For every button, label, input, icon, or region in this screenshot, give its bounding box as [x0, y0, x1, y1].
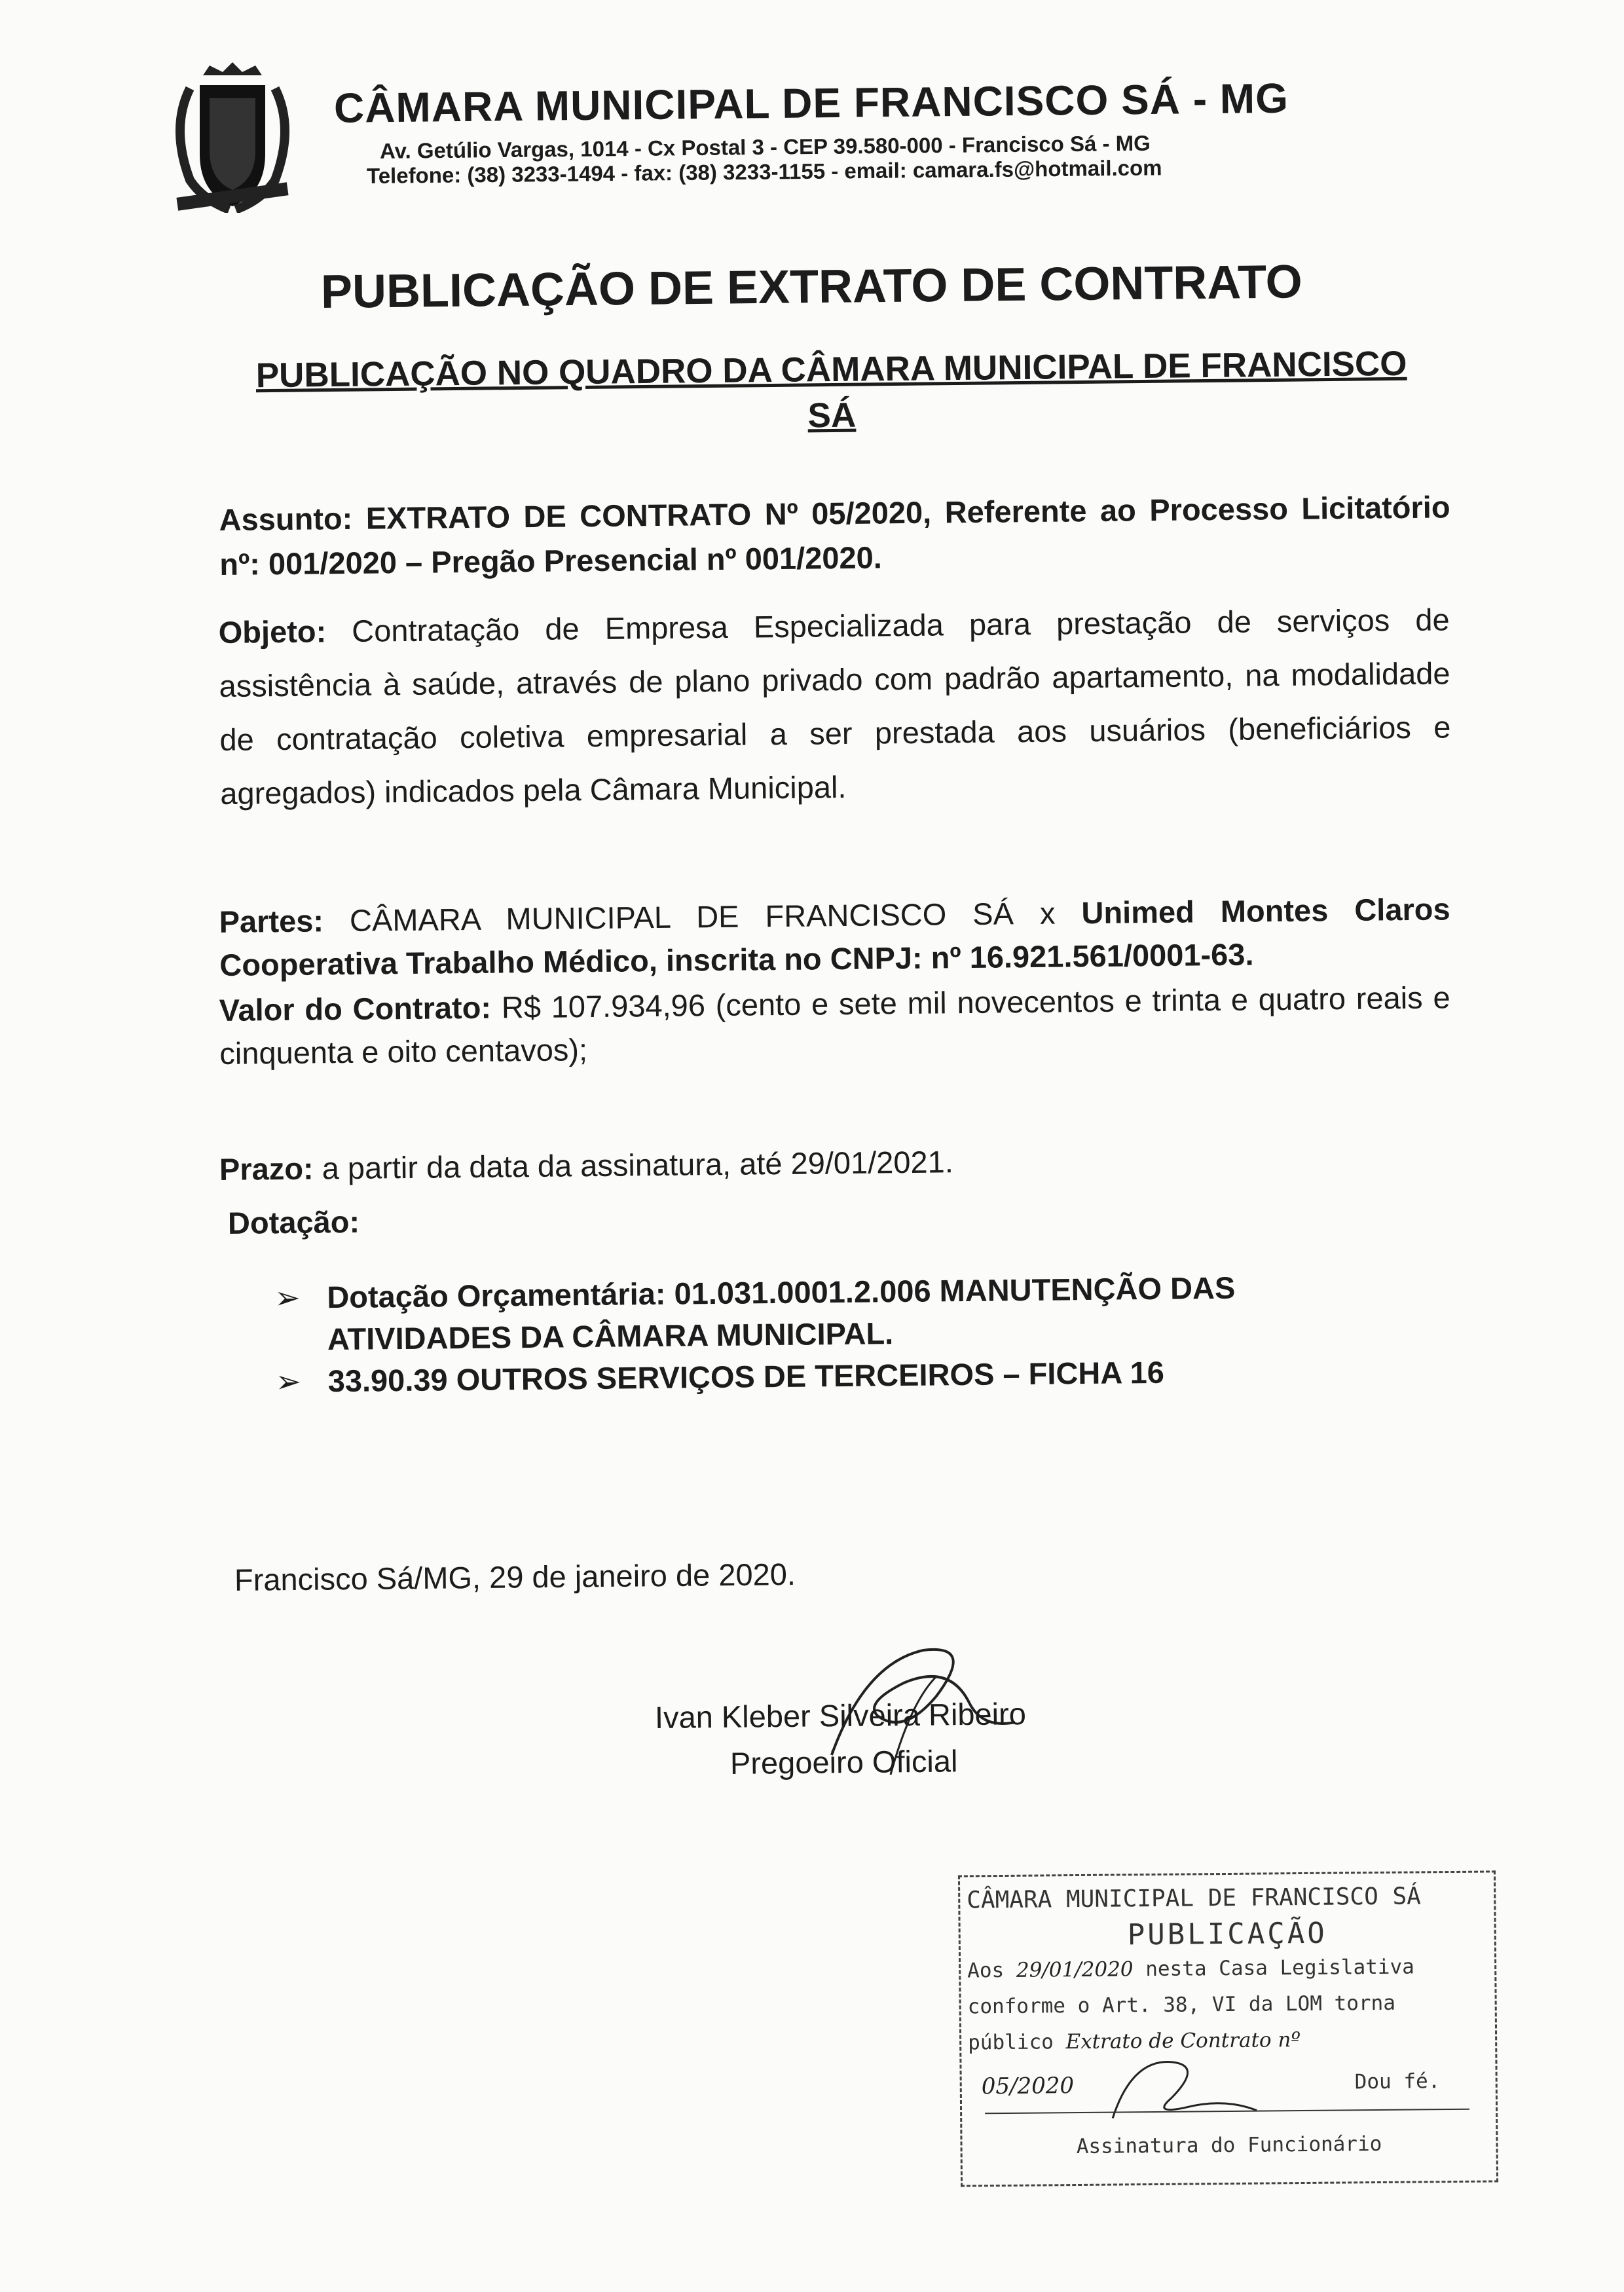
prazo-text: a partir da data da assinatura, até 29/01/2021. — [322, 1144, 954, 1186]
stamp-footer: Assinatura do Funcionário — [1076, 2132, 1382, 2159]
objeto-label: Objeto: — [218, 614, 327, 650]
stamp-aos: Aos — [967, 1958, 1005, 1983]
prazo-paragraph — [219, 1130, 1451, 1196]
partes-label: Partes: — [219, 903, 324, 940]
list-item — [274, 1265, 1388, 1361]
dotacao-item-1: Dotação Orçamentária: 01.031.0001.2.006 MANUTENÇÃO DAS ATIVIDADES DA CÂMARA MUNICIPAL. — [327, 1270, 1236, 1357]
partes-company: Unimed Montes Claros Cooperativa Trabalho Médico, inscrita no CNPJ: nº 16.921.561/0001-63. — [219, 891, 1450, 982]
stamp-line3-rest: nesta Casa Legislativa — [1145, 1955, 1414, 1982]
valor-label: Valor do Contrato: — [219, 989, 492, 1028]
objeto-paragraph — [218, 593, 1451, 821]
document-subtitle: PUBLICAÇÃO NO QUADRO DA CÂMARA MUNICIPAL DE FRANCISCO SÁ — [255, 344, 1407, 435]
partes-paragraph — [219, 887, 1450, 987]
objeto-text: Contratação de Empresa Especializada para prestação de serviços de assistência à saúde, através de plano privado com padrão apartamento, na modalidade de contratação coletiva empresarial a ser prestada aos usuários (beneficiários e agregados) indicados pela Câmara Municipal. — [219, 602, 1451, 811]
partes-text: CÂMARA MUNICIPAL DE FRANCISCO SÁ x — [349, 895, 1056, 938]
stamp-signature-icon — [1092, 2044, 1276, 2131]
header-contact: Telefone: (38) 3233-1494 - fax: (38) 3233-1155 - email: camara.fs@hotmail.com — [366, 155, 1162, 188]
dotacao-label: Dotação: — [227, 1204, 360, 1240]
assunto-text: EXTRATO DE CONTRATO Nº 05/2020, Referente ao Processo Licitatório nº: 001/2020 – Pregão Presencial nº 001/2020. — [219, 489, 1450, 582]
stamp-institution: CÂMARA MUNICIPAL DE FRANCISCO SÁ — [967, 1883, 1421, 1914]
arrow-bullet-icon: ➢ — [274, 1280, 301, 1316]
dotacao-item-2: 33.90.39 OUTROS SERVIÇOS DE TERCEIROS – FICHA 16 — [327, 1354, 1165, 1399]
dotacao-list — [274, 1265, 1389, 1403]
assunto-label: Assunto: — [219, 500, 353, 538]
prazo-label: Prazo: — [219, 1151, 314, 1187]
place-date: Francisco Sá/MG, 29 de janeiro de 2020. — [234, 1557, 796, 1597]
signer-name: Ivan Kleber Silveira Ribeiro — [654, 1696, 1027, 1735]
valor-text: R$ 107.934,96 (cento e sete mil novecentos e trinta e quatro reais e cinquenta e oito centavos); — [219, 980, 1450, 1071]
signer-role: Pregoeiro Oficial — [729, 1743, 958, 1781]
publication-stamp — [958, 1870, 1498, 2187]
assunto-paragraph — [219, 485, 1450, 587]
stamp-heading: PUBLICAÇÃO — [1127, 1916, 1327, 1952]
stamp-handwritten-date: 29/01/2020 — [1016, 1957, 1134, 1982]
coat-of-arms-icon — [164, 62, 301, 213]
stamp-handwritten-number: 05/2020 — [981, 2073, 1075, 2100]
arrow-bullet-icon: ➢ — [275, 1363, 302, 1399]
stamp-handwritten-text: Extrato de Contrato nº — [1065, 2028, 1301, 2054]
stamp-dou-fe: Dou fé. — [1354, 2069, 1441, 2094]
header-address: Av. Getúlio Vargas, 1014 - Cx Postal 3 - CEP 39.580-000 - Francisco Sá - MG — [379, 130, 1151, 163]
document-title: PUBLICAÇÃO DE EXTRATO DE CONTRATO — [320, 255, 1303, 318]
stamp-legal-line: conforme o Art. 38, VI da LOM torna — [967, 1991, 1396, 2019]
stamp-publico: público — [968, 2030, 1054, 2055]
stamp-date-line — [967, 1955, 1414, 1983]
valor-paragraph — [219, 976, 1450, 1075]
header-title: CÂMARA MUNICIPAL DE FRANCISCO SÁ - MG — [333, 74, 1289, 132]
